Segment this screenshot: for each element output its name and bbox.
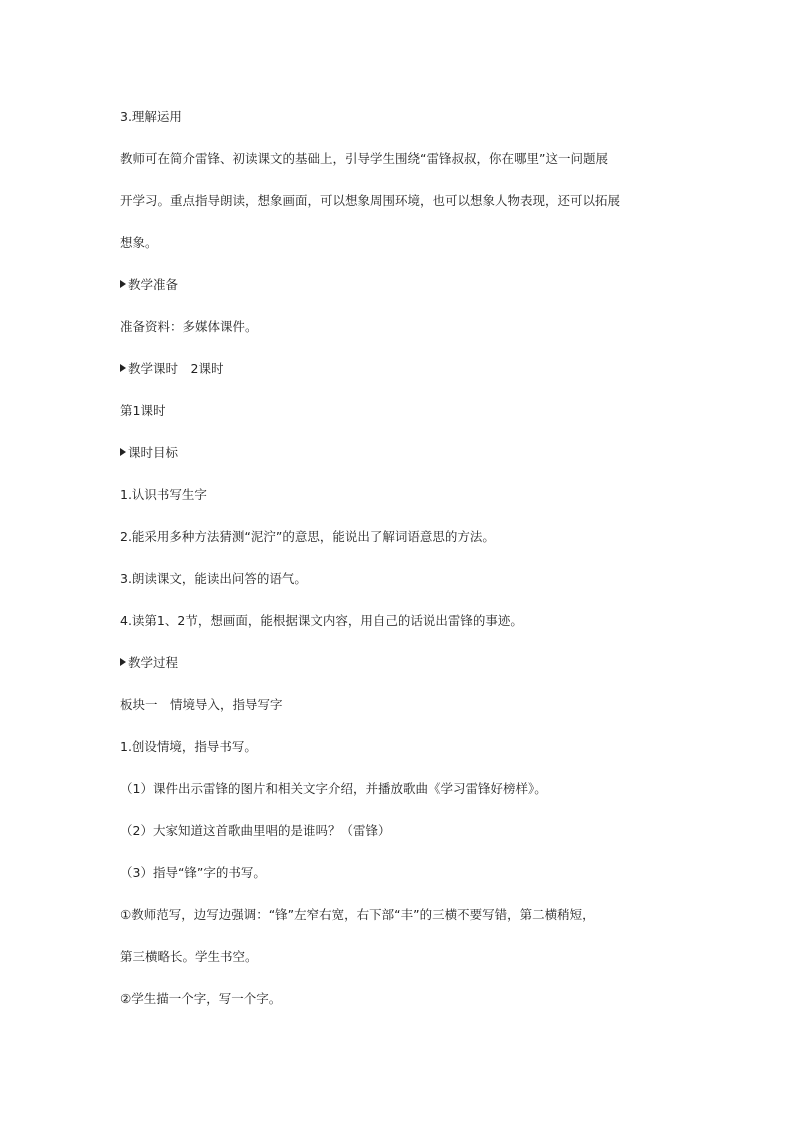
heading-teaching-process: 教学过程 [120, 654, 680, 672]
paragraph-line: 第三横略长。学生书空。 [120, 949, 258, 964]
prep-materials: 准备资料：多媒体课件。 [120, 319, 258, 334]
goal-item: 1.认识书写生字 [120, 487, 207, 502]
triangle-bullet-icon [120, 364, 126, 372]
paragraph-line: ①教师范写，边写边强调：“锋”左窄右宽，右下部“丰”的三横不要写错，第二横稍短， [120, 907, 595, 922]
goal-item: 4.读第1、2节，想画面，能根据课文内容，用自己的话说出雷锋的事迹。 [120, 613, 523, 628]
paragraph-line: 想象。 [120, 235, 158, 250]
triangle-bullet-icon [120, 658, 126, 666]
heading-teaching-hours: 教学课时 2课时 [120, 360, 680, 378]
goal-item: 2.能采用多种方法猜测“泥泞”的意思，能说出了解词语意思的方法。 [120, 529, 495, 544]
block-one-title: 板块一 情境导入，指导写字 [120, 697, 283, 712]
triangle-bullet-icon [120, 448, 126, 456]
heading-lesson-goals: 课时目标 [120, 444, 680, 462]
process-step: 1.创设情境，指导书写。 [120, 739, 257, 754]
paragraph-line: 教师可在简介雷锋、初读课文的基础上，引导学生围绕“雷锋叔叔，你在哪里”这一问题展 [120, 151, 608, 166]
document-page [120, 108, 680, 1008]
process-substep: （1）课件出示雷锋的图片和相关文字介绍，并播放歌曲《学习雷锋好榜样》。 [120, 781, 547, 796]
process-substep: （2）大家知道这首歌曲里唱的是谁吗？（雷锋） [120, 823, 391, 838]
process-substep: ②学生描一个字，写一个字。 [120, 991, 282, 1006]
heading-teaching-prep: 教学准备 [120, 276, 680, 294]
lesson-one-title: 第1课时 [120, 403, 166, 418]
triangle-bullet-icon [120, 280, 126, 288]
process-substep: （3）指导“锋”字的书写。 [120, 865, 266, 880]
paragraph-line: 开学习。重点指导朗读，想象画面，可以想象周围环境，也可以想象人物表现，还可以拓展 [120, 193, 621, 208]
section-title-understand-apply: 3.理解运用 [120, 109, 182, 124]
goal-item: 3.朗读课文，能读出问答的语气。 [120, 571, 307, 586]
